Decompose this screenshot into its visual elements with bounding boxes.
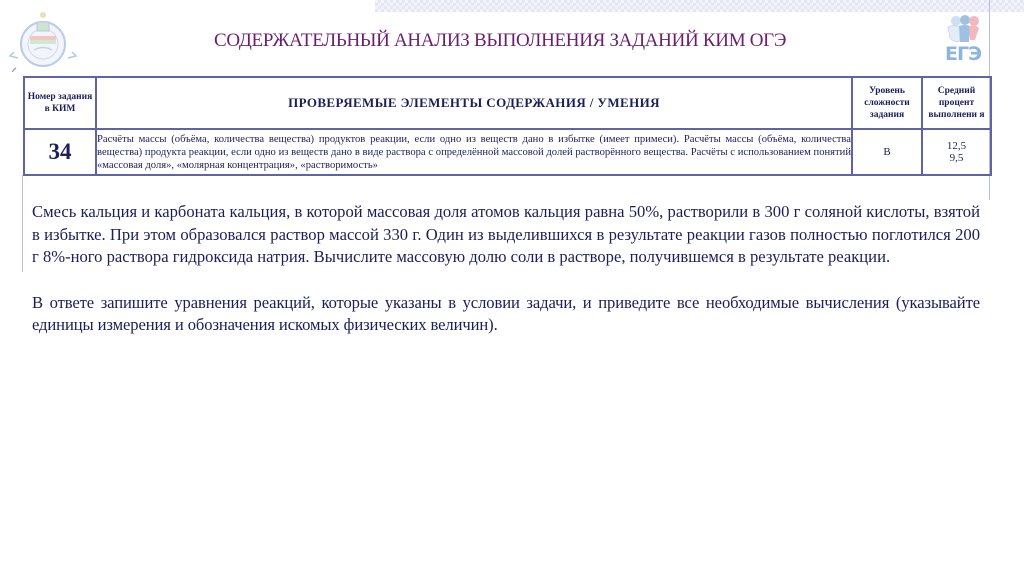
avg-percent-cell xyxy=(922,129,991,175)
emblem-logo-icon xyxy=(8,6,78,72)
ege-logo-text: ЕГЭ xyxy=(944,43,982,65)
content-table xyxy=(23,76,992,176)
task-number-cell: 34 xyxy=(24,129,96,175)
problem-instruction: В ответе запишите уравнения реакций, которые указаны в условии задачи, и приведите все необходимые вычисления (указывайте единицы измерения и обозначения искомых физических величин). xyxy=(32,292,980,334)
avg-percent-value-2: 9,5 xyxy=(949,152,964,164)
decorative-top-pattern xyxy=(375,0,1024,12)
header-task-number: Номер задания в КИМ xyxy=(24,77,96,129)
avg-percent-value-1: 12,5 xyxy=(946,140,967,152)
level-cell: В xyxy=(852,129,922,175)
table-row xyxy=(24,129,991,175)
problem-text: Смесь кальция и карбоната кальция, в которой массовая доля атомов кальция равна 50%, растворили в 300 г соляной кислоты, взятой в избытке. При этом образовался раствор массой 330 г. Один из выделившихся в результате реакции газов полностью поглотился 200 г 8%-ного раствора гидроксида натрия. Вычислите массовую долю соли в растворе, получившемся в результате реакции. xyxy=(32,202,980,266)
ege-logo-icon xyxy=(938,15,988,67)
problem-block xyxy=(32,201,980,337)
table-header-row xyxy=(24,77,991,129)
header-level: Уровень сложности задания xyxy=(852,77,922,129)
decorative-left-line xyxy=(22,175,23,272)
elements-cell: Расчёты массы (объёма, количества вещества) продуктов реакции, если одно из веществ дано в избытке (имеет примеси). Расчёты массы (объёма, количества вещества) продукта реакции, если одно из веществ дано в виде раствора с определённой массовой долей растворённого вещества. Расчёты с использованием понятий «массовая доля», «молярная концентрация», «растворимость» xyxy=(96,129,852,175)
page-title: СОДЕРЖАТЕЛЬНЫЙ АНАЛИЗ ВЫПОЛНЕНИЯ ЗАДАНИЙ КИМ ОГЭ xyxy=(214,30,787,51)
header-avg-percent: Средний процент выполнени я xyxy=(922,77,991,129)
header-elements: ПРОВЕРЯЕМЫЕ ЭЛЕМЕНТЫ СОДЕРЖАНИЯ / УМЕНИЯ xyxy=(96,77,852,129)
